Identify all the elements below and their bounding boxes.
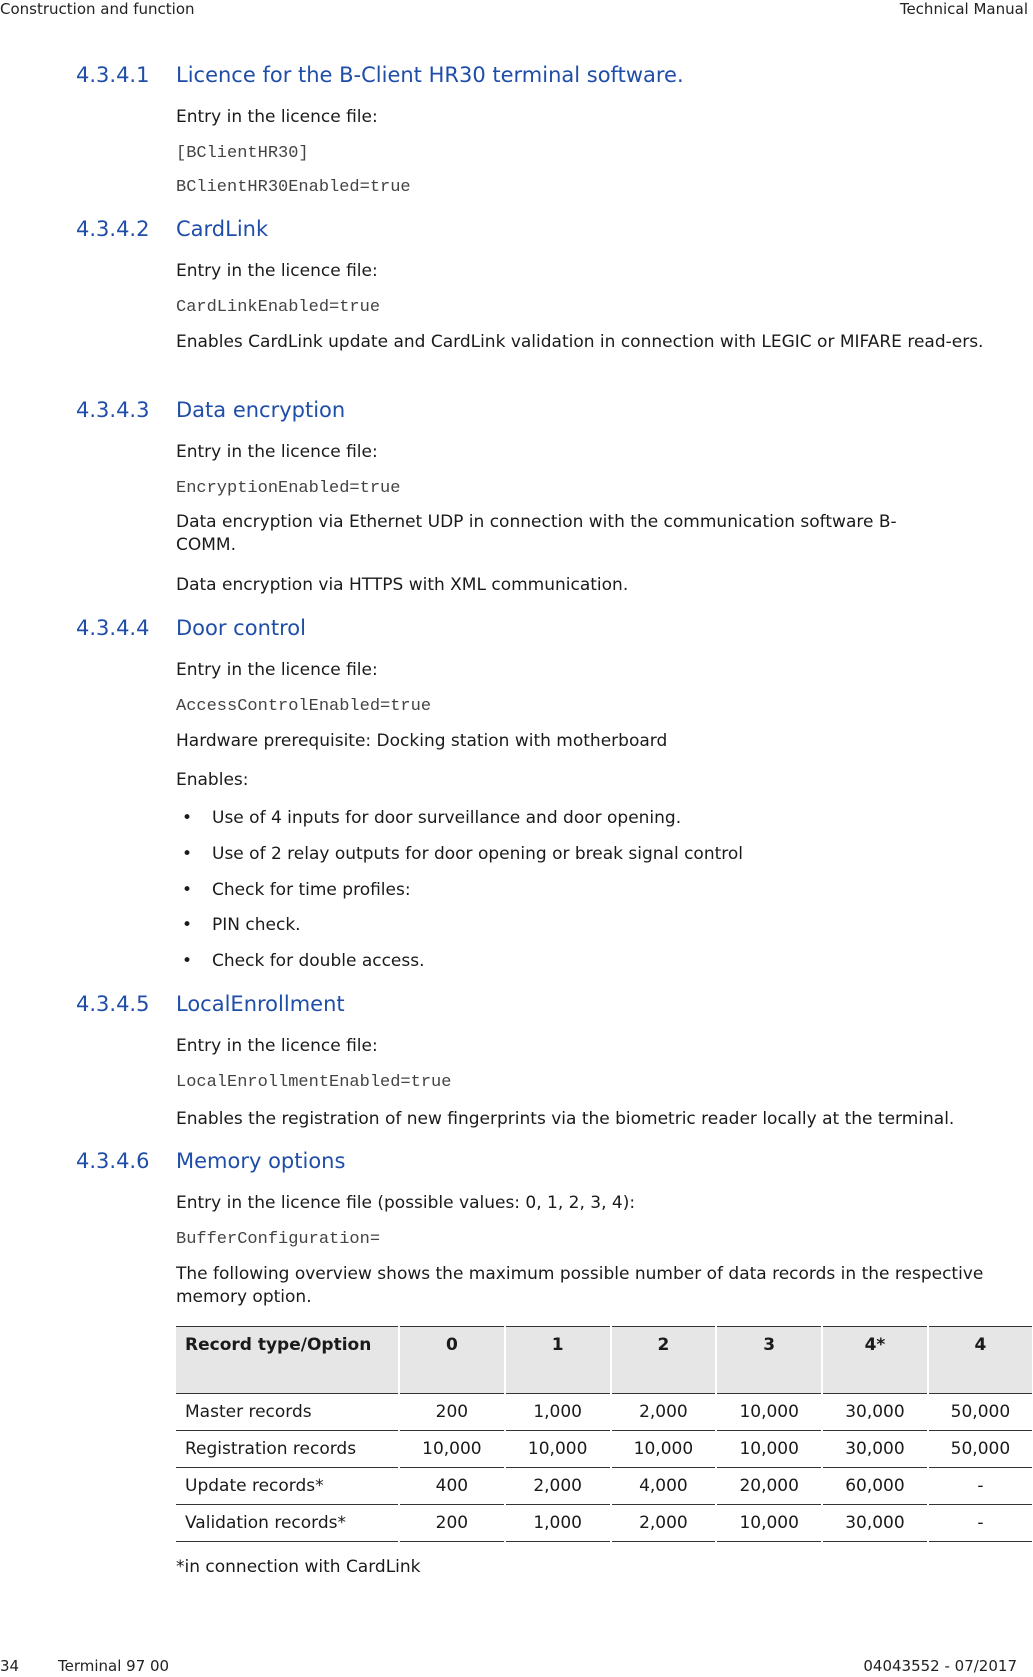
section-title: Memory options <box>176 1149 346 1173</box>
section-number: 4.3.4.1 <box>76 63 150 87</box>
table-row <box>176 1468 1032 1505</box>
table-cell: 30,000 <box>822 1431 928 1468</box>
section-title: CardLink <box>176 217 269 241</box>
table-cell: 2,000 <box>611 1505 717 1542</box>
table-cell: 400 <box>399 1468 505 1505</box>
table-cell: Validation records* <box>176 1505 399 1542</box>
section-number: 4.3.4.6 <box>76 1149 150 1173</box>
table-footnote: *in connection with CardLink <box>176 1557 421 1577</box>
table-cell: 10,000 <box>611 1431 717 1468</box>
code-line: EncryptionEnabled=true <box>176 479 401 498</box>
table-header-cell: Record type/Option <box>176 1327 399 1394</box>
bullet-icon: • <box>182 808 193 828</box>
table-cell: 2,000 <box>505 1468 611 1505</box>
section-title: Door control <box>176 616 306 640</box>
section-title: LocalEnrollment <box>176 992 345 1016</box>
bullet-icon: • <box>182 915 193 935</box>
description-paragraph: Data encryption via HTTPS with XML communication. <box>176 575 629 595</box>
bullet-icon: • <box>182 880 193 900</box>
memory-options-table <box>176 1326 1032 1542</box>
description-paragraph: Enables CardLink update and CardLink validation in connection with LEGIC or MIFARE read-ers. <box>176 332 984 352</box>
table-header-cell: 0 <box>399 1327 505 1394</box>
code-line: AccessControlEnabled=true <box>176 697 432 716</box>
description-paragraph: Data encryption via Ethernet UDP in connection with the communication software B-COMM. <box>176 512 897 555</box>
section-number: 4.3.4.3 <box>76 398 150 422</box>
table-cell: 10,000 <box>716 1394 822 1431</box>
table-cell: - <box>928 1505 1032 1542</box>
document-code: 04043552 - 07/2017 <box>863 1657 1017 1675</box>
table-header-cell: 4 <box>928 1327 1032 1394</box>
table-header-cell: 4* <box>822 1327 928 1394</box>
hardware-prerequisite: Hardware prerequisite: Docking station with motherboard <box>176 731 668 751</box>
table-header-cell: 1 <box>505 1327 611 1394</box>
code-line: BufferConfiguration= <box>176 1230 381 1249</box>
table-header-cell: 3 <box>716 1327 822 1394</box>
table-cell: 10,000 <box>505 1431 611 1468</box>
table-header-cell: 2 <box>611 1327 717 1394</box>
bullet-icon: • <box>182 951 193 971</box>
entry-label: Entry in the licence file: <box>176 261 378 281</box>
table-cell: 60,000 <box>822 1468 928 1505</box>
table-cell: 30,000 <box>822 1505 928 1542</box>
section-title: Licence for the B-Client HR30 terminal software. <box>176 63 684 87</box>
table-cell: 1,000 <box>505 1394 611 1431</box>
description-paragraph: The following overview shows the maximum possible number of data records in the respective memory option. <box>176 1264 984 1307</box>
table-row <box>176 1431 1032 1468</box>
section-number: 4.3.4.4 <box>76 616 150 640</box>
page-number: 34 <box>0 1657 20 1675</box>
code-line: BClientHR30Enabled=true <box>176 178 411 197</box>
table-cell: 50,000 <box>928 1394 1032 1431</box>
section-number: 4.3.4.2 <box>76 217 150 241</box>
table-cell: Master records <box>176 1394 399 1431</box>
bullet-icon: • <box>182 844 193 864</box>
table-cell: 20,000 <box>716 1468 822 1505</box>
description-paragraph: Enables the registration of new fingerprints via the biometric reader locally at the terminal. <box>176 1109 955 1129</box>
table-cell: 30,000 <box>822 1394 928 1431</box>
document-name: Terminal 97 00 <box>58 1657 170 1675</box>
table-cell: 2,000 <box>611 1394 717 1431</box>
table-cell: 10,000 <box>716 1431 822 1468</box>
entry-label: Entry in the licence file: <box>176 660 378 680</box>
table-cell: Registration records <box>176 1431 399 1468</box>
entry-label: Entry in the licence file (possible values: 0, 1, 2, 3, 4): <box>176 1193 636 1213</box>
section-title: Data encryption <box>176 398 346 422</box>
table-cell: - <box>928 1468 1032 1505</box>
table-cell: 1,000 <box>505 1505 611 1542</box>
table-cell: 4,000 <box>611 1468 717 1505</box>
entry-label: Entry in the licence file: <box>176 1036 378 1056</box>
table-cell: 10,000 <box>716 1505 822 1542</box>
entry-label: Entry in the licence file: <box>176 442 378 462</box>
table-cell: 200 <box>399 1505 505 1542</box>
table-row <box>176 1394 1032 1431</box>
enables-label: Enables: <box>176 770 249 790</box>
code-line: LocalEnrollmentEnabled=true <box>176 1073 452 1092</box>
code-line: CardLinkEnabled=true <box>176 298 381 317</box>
code-line: [BClientHR30] <box>176 144 309 163</box>
table-cell: 10,000 <box>399 1431 505 1468</box>
section-number: 4.3.4.5 <box>76 992 150 1016</box>
table-cell: 50,000 <box>928 1431 1032 1468</box>
table-header-row <box>176 1327 1032 1394</box>
table-cell: 200 <box>399 1394 505 1431</box>
table-cell: Update records* <box>176 1468 399 1505</box>
running-header-right: Technical Manual <box>899 0 1028 18</box>
entry-label: Entry in the licence file: <box>176 107 378 127</box>
running-header-left: Construction and function <box>0 0 195 18</box>
table-row <box>176 1505 1032 1542</box>
